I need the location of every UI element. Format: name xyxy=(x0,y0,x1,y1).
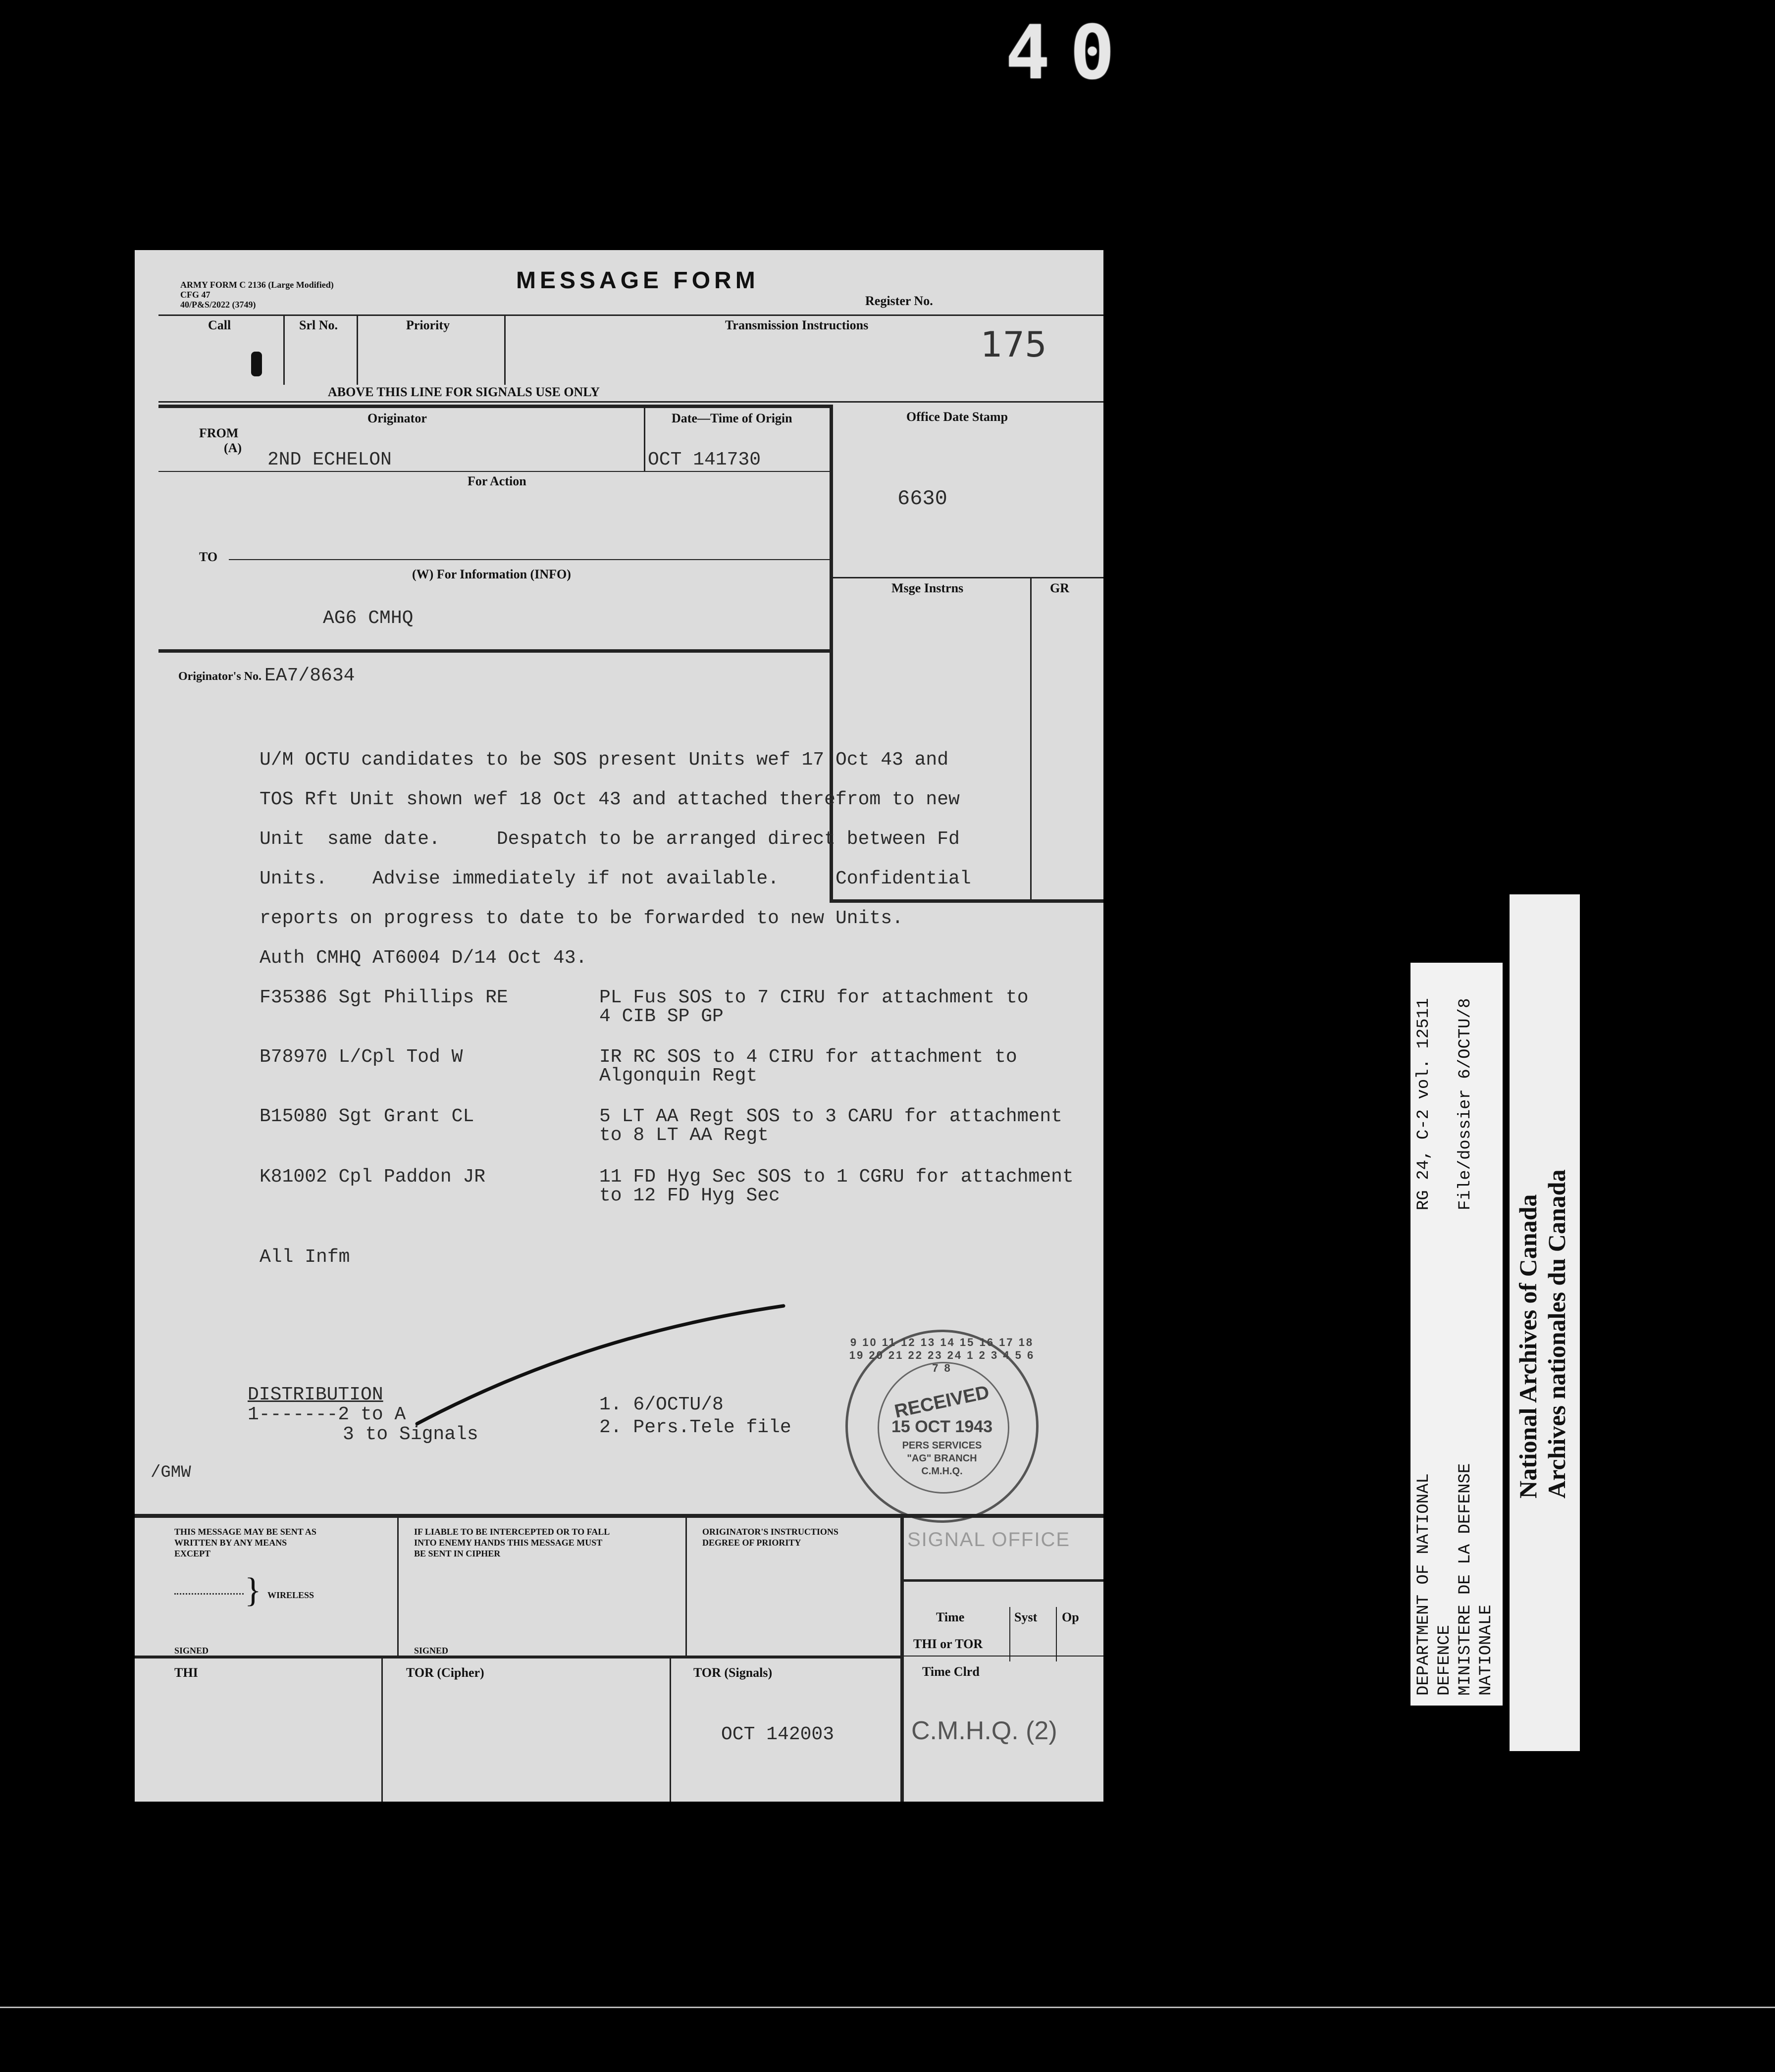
message-form-sheet xyxy=(135,250,1103,1802)
ref-line-4: NATIONALE xyxy=(1477,1605,1496,1696)
stamp-line-1: PERS SERVICES xyxy=(902,1440,982,1451)
national-archives-label xyxy=(1510,894,1580,1751)
frame-number: 40 xyxy=(1005,10,1135,96)
tor-signals-label: TOR (Signals) xyxy=(693,1665,773,1680)
date-time-label: Date—Time of Origin xyxy=(672,411,792,425)
body-line-6: Auth CMHQ AT6004 D/14 Oct 43. xyxy=(260,947,587,969)
op-label: Op xyxy=(1062,1610,1079,1624)
initials: /GMW xyxy=(151,1463,191,1482)
stamp-line-3: C.M.H.Q. xyxy=(921,1466,963,1477)
body-line-1: U/M OCTU candidates to be SOS present Units wef 17 Oct 43 and xyxy=(260,749,949,771)
footer-col2-line-3: BE SENT IN CIPHER xyxy=(414,1549,501,1558)
stamp-date: 15 OCT 1943 xyxy=(891,1417,993,1436)
brace-glyph: } xyxy=(245,1571,261,1609)
form-id-line-1: ARMY FORM C 2136 (Large Modified) xyxy=(180,280,334,290)
body-line-4: Units. Advise immediately if not available. Confidential xyxy=(260,868,971,889)
info-value: AG6 CMHQ xyxy=(323,608,414,629)
originators-no-value: EA7/8634 xyxy=(264,665,355,686)
from-label: FROM xyxy=(199,426,239,440)
originator-label: Originator xyxy=(367,411,427,425)
entry-3-line-1: 5 LT AA Regt SOS to 3 CARU for attachment xyxy=(599,1106,1062,1127)
srl-no-label: Srl No. xyxy=(299,318,338,332)
entry-4-line-1: 11 FD Hyg Sec SOS to 1 CGRU for attachment xyxy=(599,1166,1074,1188)
date-time-value: OCT 141730 xyxy=(648,449,761,470)
for-action-label: For Action xyxy=(468,474,526,488)
signals-note: ABOVE THIS LINE FOR SIGNALS USE ONLY xyxy=(328,385,600,399)
body-line-2: TOS Rft Unit shown wef 18 Oct 43 and attached therefrom to new xyxy=(260,789,960,810)
entry-2-line-1: IR RC SOS to 4 CIRU for attachment to xyxy=(599,1046,1017,1068)
footer-col3-line-2: DEGREE OF PRIORITY xyxy=(702,1538,801,1548)
footer-col2-line-1: IF LIABLE TO BE INTERCEPTED OR TO FALL xyxy=(414,1527,610,1537)
footer-col1-line-2: WRITTEN BY ANY MEANS xyxy=(174,1538,287,1548)
form-id-line-2: CFG 47 xyxy=(180,290,210,300)
from-sub-label: (A) xyxy=(224,441,242,455)
signed-label-2: SIGNED xyxy=(414,1646,449,1656)
distribution-line-2: 3 to Signals xyxy=(343,1424,478,1445)
to-label: TO xyxy=(199,550,218,564)
body-line-5: reports on progress to date to be forwarded to new Units. xyxy=(260,908,903,929)
stamp-ring-numbers: 9 10 11 12 13 14 15 16 17 18 19 20 21 22 23 24 1 2 3 4 5 6 7 8 xyxy=(849,1336,1035,1374)
signed-label-1: SIGNED xyxy=(174,1646,209,1656)
body-line-3: Unit same date. Despatch to be arranged direct between Fd xyxy=(260,829,960,850)
entry-3-line-2: to 8 LT AA Regt xyxy=(599,1125,769,1146)
register-no-label: Register No. xyxy=(865,294,933,308)
entry-3-who: B15080 Sgt Grant CL xyxy=(260,1106,474,1127)
form-id-line-3: 40/P&S/2022 (3749) xyxy=(180,300,256,310)
wireless-label: WIRELESS xyxy=(267,1590,314,1600)
ref-rg: RG 24, C-2 vol. 12511 xyxy=(1414,998,1433,1210)
tor-signals-value: OCT 142003 xyxy=(721,1724,835,1745)
ref-file: File/dossier 6/OCTU/8 xyxy=(1456,998,1475,1210)
received-stamp xyxy=(845,1330,1039,1523)
syst-label: Syst xyxy=(1014,1610,1038,1624)
time-label: Time xyxy=(936,1610,965,1624)
footer-col1-line-1: THIS MESSAGE MAY BE SENT AS xyxy=(174,1527,316,1537)
form-title: MESSAGE FORM xyxy=(516,267,759,294)
all-infm: All Infm xyxy=(260,1246,350,1268)
entry-2-line-2: Algonquin Regt xyxy=(599,1065,758,1087)
footer-col2-line-2: INTO ENEMY HANDS THIS MESSAGE MUST xyxy=(414,1538,603,1548)
call-label: Call xyxy=(208,318,231,332)
thi-label: THI xyxy=(174,1665,198,1680)
footer-col1-line-3: EXCEPT xyxy=(174,1549,211,1558)
nac-line-1: National Archives of Canada xyxy=(1514,1194,1542,1499)
thi-tor-label: THI or TOR xyxy=(913,1637,983,1651)
signal-office-stamp: SIGNAL OFFICE xyxy=(907,1529,1071,1551)
originators-no-label: Originator's No. xyxy=(178,670,261,683)
info-label: (W) For Information (INFO) xyxy=(412,567,571,581)
priority-label: Priority xyxy=(406,318,450,332)
entry-2-who: B78970 L/Cpl Tod W xyxy=(260,1046,463,1068)
time-clrd-label: Time Clrd xyxy=(922,1664,980,1679)
stamp-received: RECEIVED xyxy=(892,1382,992,1422)
entry-1-who: F35386 Sgt Phillips RE xyxy=(260,987,508,1008)
file-line-2: 2. Pers.Tele file xyxy=(599,1417,791,1438)
distribution-title: DISTRIBUTION xyxy=(248,1384,383,1405)
footer-col3-line-1: ORIGINATOR'S INSTRUCTIONS xyxy=(702,1527,838,1537)
entry-4-who: K81002 Cpl Paddon JR xyxy=(260,1166,486,1188)
transmission-value: 175 xyxy=(981,324,1047,365)
wireless-blank xyxy=(174,1593,244,1595)
stamp-line-2: "AG" BRANCH xyxy=(907,1453,977,1464)
entry-4-line-2: to 12 FD Hyg Sec xyxy=(599,1185,780,1206)
ref-line-1: DEPARTMENT OF NATIONAL xyxy=(1414,1473,1433,1696)
from-value: 2ND ECHELON xyxy=(267,449,392,470)
entry-1-line-2: 4 CIB SP GP xyxy=(599,1006,724,1027)
film-edge-line xyxy=(0,2007,1775,2008)
ref-line-2: DEFENCE xyxy=(1435,1625,1454,1696)
entry-1-line-1: PL Fus SOS to 7 CIRU for attachment to xyxy=(599,987,1029,1008)
archive-reference-label xyxy=(1410,963,1503,1706)
office-date-stamp-label: Office Date Stamp xyxy=(906,410,1008,424)
tor-cipher-label: TOR (Cipher) xyxy=(406,1665,484,1680)
msge-instrns-label: Msge Instrns xyxy=(891,581,964,595)
office-stamp-value: 6630 xyxy=(897,487,947,511)
distribution-line-1: 1-------2 to A xyxy=(248,1404,406,1425)
cmhq-stamp: C.M.H.Q. (2) xyxy=(911,1716,1057,1745)
gr-label: GR xyxy=(1050,581,1069,595)
file-line-1: 1. 6/OCTU/8 xyxy=(599,1394,724,1415)
ink-mark xyxy=(251,352,262,376)
ref-line-3: MINISTERE DE LA DEFENSE xyxy=(1456,1463,1475,1696)
nac-line-2: Archives nationales du Canada xyxy=(1543,1169,1570,1499)
transmission-label: Transmission Instructions xyxy=(725,318,869,332)
